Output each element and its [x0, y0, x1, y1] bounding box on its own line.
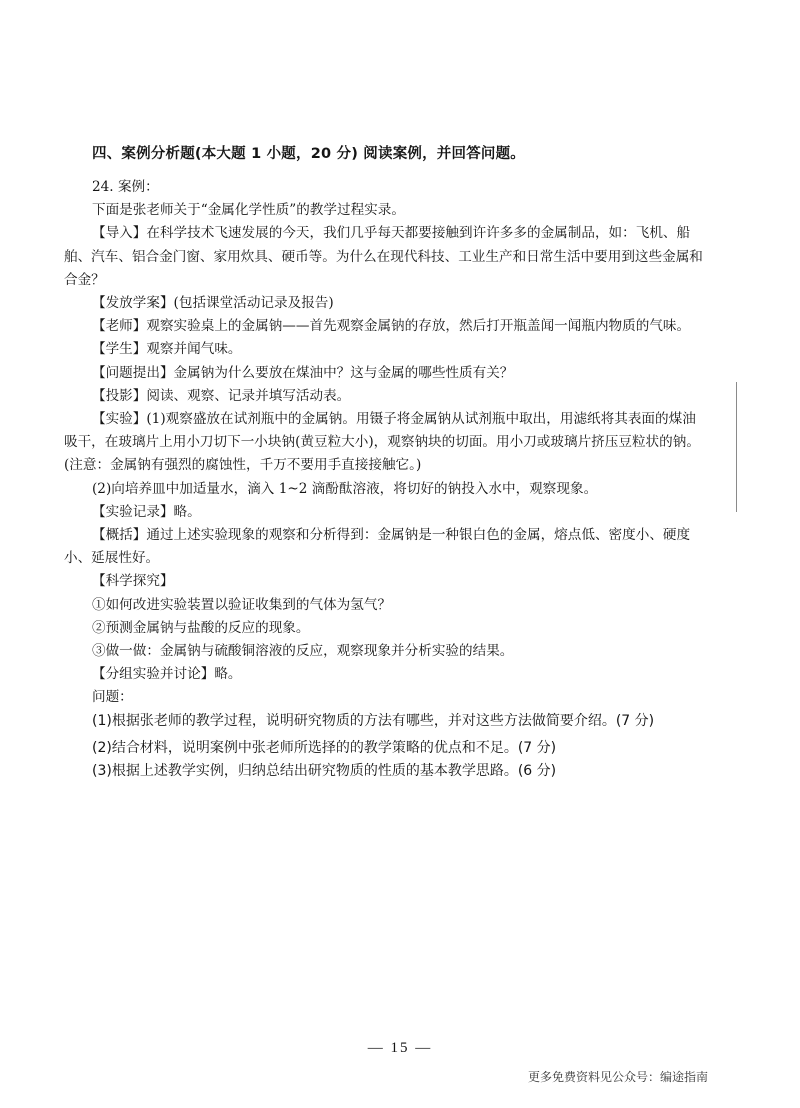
paragraph-experiment-2: (2)向培养皿中加适量水，滴入 1~2 滴酚酞溶液，将切好的钠投入水中，观察现象。: [92, 480, 598, 497]
case-study-body: [64, 176, 704, 783]
paragraph-handout: 【发放学案】(包括课堂活动记录及报告): [92, 295, 334, 312]
paragraph-experiment-record: 【实验记录】略。: [92, 503, 201, 520]
footer-note: 更多免费资料见公众号：编途指南: [527, 1070, 708, 1084]
paragraph-experiment-1: 【实验】(1)观察盛放在试剂瓶中的金属钠。用镊子将金属钠从试剂瓶中取出，用滤纸将其表面的煤油吸干，在玻璃片上用小刀切下一小块钠(黄豆粒大小)，观察钠块的切面。用小刀或玻璃片挤压豆粒状的钠。(注意：金属钠有强烈的腐蚀性，千万不要用手直接接触它。): [64, 411, 700, 474]
question-1: (1)根据张老师的教学过程，说明研究物质的方法有哪些，并对这些方法做简要介绍。(7 分): [92, 712, 655, 729]
paragraph-student: 【学生】观察并闻气味。: [92, 341, 242, 358]
page-number: — 15 —: [367, 1040, 433, 1056]
questions-label: 问题：: [92, 689, 133, 706]
inquiry-item-2: ②预测金属钠与盐酸的反应的现象。: [92, 619, 310, 636]
inquiry-item-1: ①如何改进实验装置以验证收集到的气体为氢气？: [92, 596, 392, 613]
question-2: (2)结合材料，说明案例中张老师所选择的的教学策略的优点和不足。(7 分): [92, 739, 557, 756]
paragraph-scientific-inquiry: 【科学探究】: [92, 573, 174, 590]
section-heading: 四、案例分析题(本大题 1 小题，20 分) 阅读案例，并回答问题。: [92, 146, 526, 162]
paragraph-summary: 【概括】通过上述实验现象的观察和分析得到：金属钠是一种银白色的金属，熔点低、密度小、硬度小、延展性好。: [64, 527, 691, 567]
scan-edge-line: [736, 382, 737, 512]
case-intro: 下面是张老师关于“金属化学性质”的教学过程实录。: [92, 202, 405, 219]
paragraph-group-experiment: 【分组实验并讨论】略。: [92, 666, 242, 683]
paragraph-introduction: 【导入】在科学技术飞速发展的今天，我们几乎每天都要接触到许许多多的金属制品，如：飞机、船舶、汽车、铝合金门窗、家用炊具、硬币等。为什么在现代科技、工业生产和日常生活中要用到这些金属和合金？: [64, 225, 703, 288]
question-3: (3)根据上述教学实例，归纳总结出研究物质的性质的基本教学思路。(6 分): [92, 763, 557, 780]
paragraph-projection: 【投影】阅读、观察、记录并填写活动表。: [92, 387, 351, 404]
question-number: 24. 案例：: [92, 179, 159, 195]
paragraph-teacher: 【老师】观察实验桌上的金属钠——首先观察金属钠的存放，然后打开瓶盖闻一闻瓶内物质的气味。: [92, 318, 691, 335]
paragraph-question-raised: 【问题提出】金属钠为什么要放在煤油中？这与金属的哪些性质有关？: [92, 364, 514, 381]
inquiry-item-3: ③做一做：金属钠与硫酸铜溶液的反应，观察现象并分析实验的结果。: [92, 643, 514, 660]
